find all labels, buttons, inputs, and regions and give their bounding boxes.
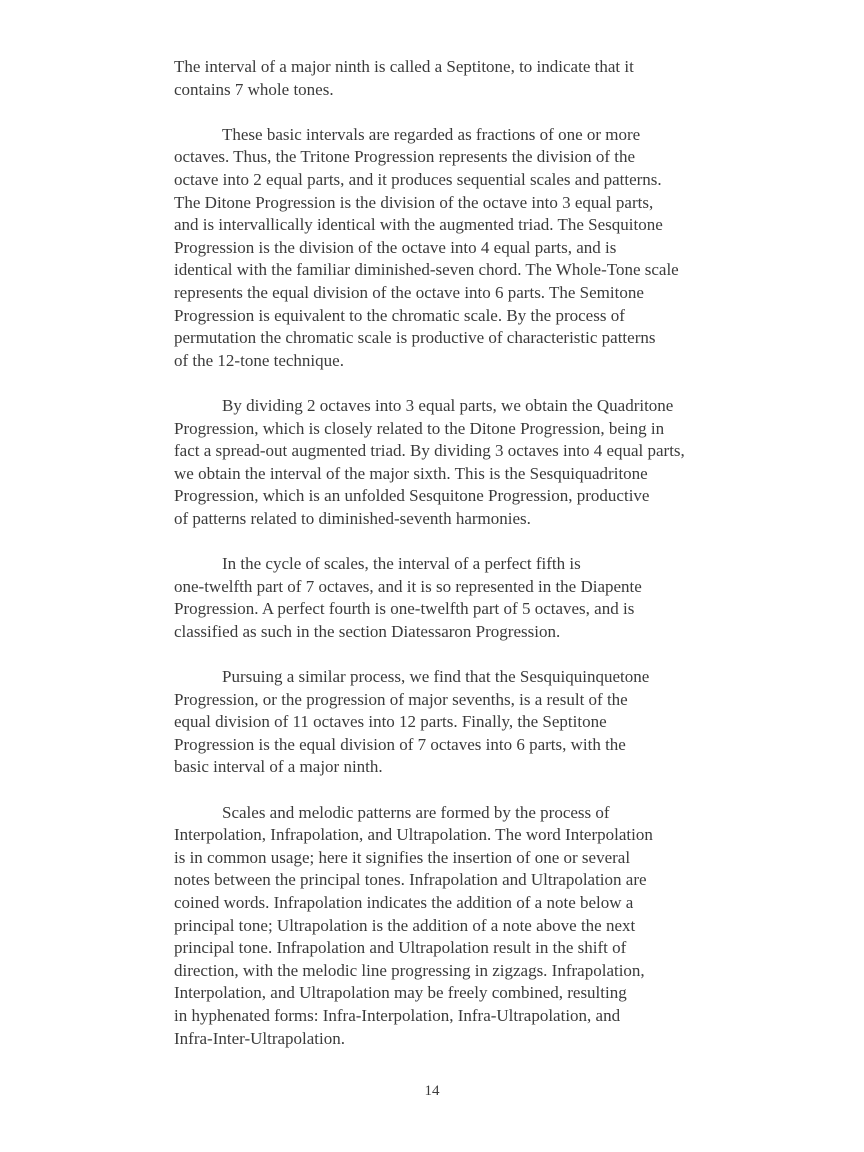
text-line: Progression, which is closely related to the Ditone Progression, being in	[174, 418, 665, 438]
text-line: The interval of a major ninth is called a Septitone, to indicate that it	[174, 57, 634, 76]
text-line: one-twelfth part of 7 octaves, and it is so represented in the Diapente	[174, 576, 642, 596]
text-line: Progression is the equal division of 7 octaves into 6 parts, with the	[174, 734, 626, 754]
text-line: fact a spread-out augmented triad. By dividing 3 octaves into 4 equal parts,	[174, 441, 685, 461]
text-line: permutation the chromatic scale is productive of characteristic patterns	[174, 328, 656, 348]
paragraph-4	[174, 553, 698, 643]
text-line: basic interval of a major ninth.	[174, 757, 383, 777]
paragraph-1	[174, 56, 698, 101]
text-line: is in common usage; here it signifies the insertion of one or several	[174, 847, 631, 867]
paragraph-3	[174, 395, 698, 531]
text-line: contains 7 whole tones.	[174, 79, 334, 99]
text-line: Pursuing a similar process, we find that the Sesquiquinquetone	[222, 667, 650, 687]
text-line: Progression is the division of the octave into 4 equal parts, and is	[174, 237, 617, 257]
text-line: direction, with the melodic line progressing in zigzags. Infrapolation,	[174, 960, 645, 980]
text-line: in hyphenated forms: Infra-Interpolation, Infra-Ultrapolation, and	[174, 1005, 621, 1025]
text-line: Progression, which is an unfolded Sesquitone Progression, productive	[174, 486, 650, 506]
text-line: identical with the familiar diminished-seven chord. The Whole-Tone scale	[174, 260, 679, 280]
text-line: we obtain the interval of the major sixth. This is the Sesquiquadritone	[174, 463, 648, 483]
text-line: These basic intervals are regarded as fractions of one or more	[222, 124, 641, 144]
paragraph-6	[174, 802, 698, 1051]
text-line: of patterns related to diminished-seventh harmonies.	[174, 508, 531, 528]
text-line: of the 12-tone technique.	[174, 350, 344, 370]
paragraph-2	[174, 124, 698, 373]
text-line: In the cycle of scales, the interval of a perfect fifth is	[222, 554, 581, 574]
text-line: Interpolation, Infrapolation, and Ultrapolation. The word Interpolation	[174, 825, 653, 845]
text-line: Interpolation, and Ultrapolation may be freely combined, resulting	[174, 983, 627, 1003]
text-line: classified as such in the section Diatessaron Progression.	[174, 621, 561, 641]
page-number: 14	[424, 1083, 440, 1099]
text-line: coined words. Infrapolation indicates the addition of a note below a	[174, 892, 634, 912]
body-text	[174, 56, 698, 1073]
text-line: Scales and melodic patterns are formed by the process of	[222, 802, 610, 822]
text-line: equal division of 11 octaves into 12 parts. Finally, the Septitone	[174, 712, 607, 732]
text-line: represents the equal division of the octave into 6 parts. The Semitone	[174, 282, 644, 302]
text-line: The Ditone Progression is the division of the octave into 3 equal parts,	[174, 192, 654, 212]
text-line: notes between the principal tones. Infrapolation and Ultrapolation are	[174, 870, 647, 890]
text-line: principal tone; Ultrapolation is the addition of a note above the next	[174, 915, 636, 935]
text-line: principal tone. Infrapolation and Ultrapolation result in the shift of	[174, 938, 627, 958]
text-line: octaves. Thus, the Tritone Progression represents the division of the	[174, 147, 635, 167]
text-line: octave into 2 equal parts, and it produces sequential scales and patterns.	[174, 169, 662, 189]
paragraph-5	[174, 666, 698, 779]
text-line: Progression is equivalent to the chromatic scale. By the process of	[174, 305, 625, 325]
text-line: and is intervallically identical with the augmented triad. The Sesquitone	[174, 215, 663, 235]
text-line: Infra-Inter-Ultrapolation.	[174, 1028, 345, 1048]
text-line: Progression, or the progression of major sevenths, is a result of the	[174, 689, 628, 709]
text-line: Progression. A perfect fourth is one-twelfth part of 5 octaves, and is	[174, 599, 635, 619]
text-line: By dividing 2 octaves into 3 equal parts, we obtain the Quadritone	[222, 395, 674, 415]
